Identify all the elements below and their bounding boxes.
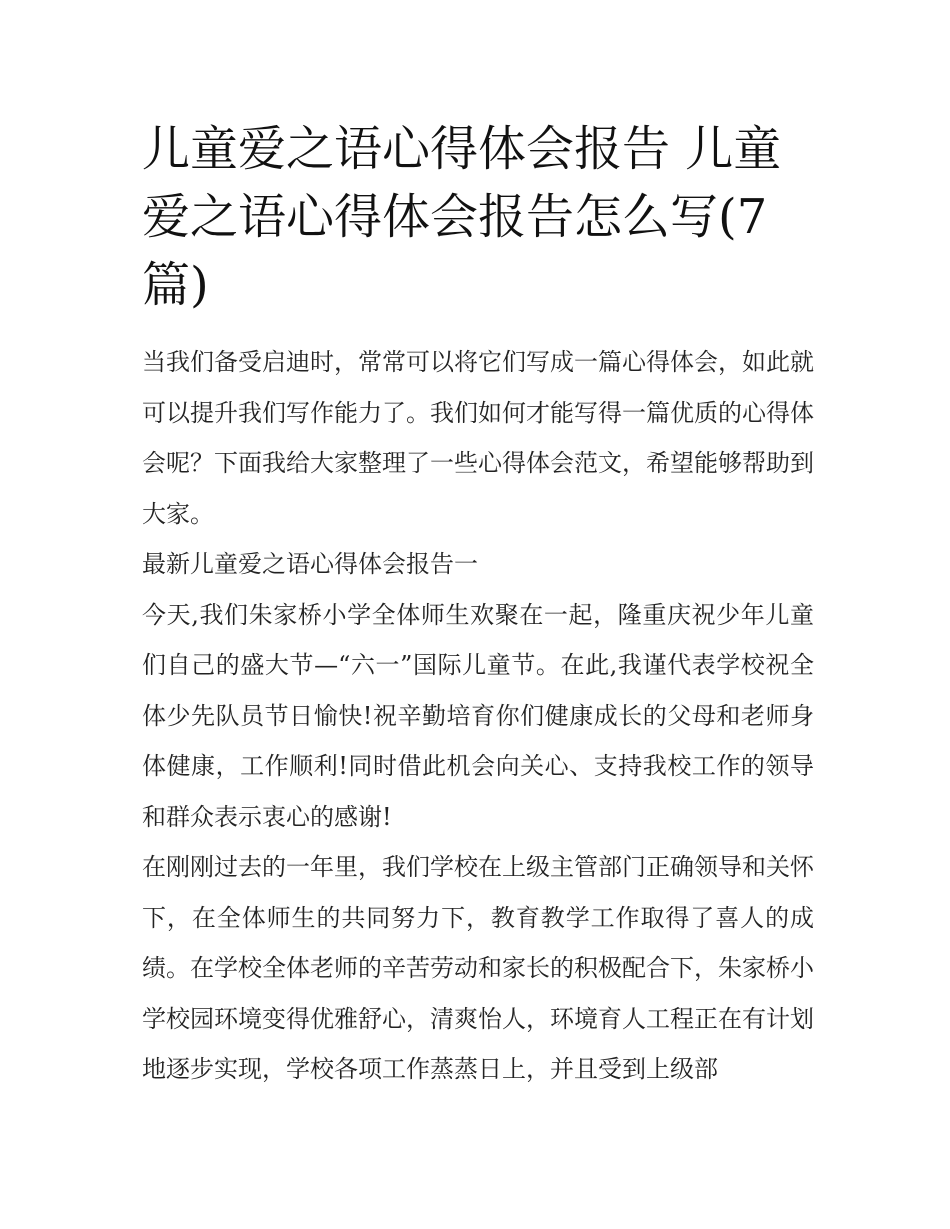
document-body bbox=[142, 337, 814, 1095]
body-paragraph: 在刚刚过去的一年里，我们学校在上级主管部门正确领导和关怀下，在全体师生的共同努力下，教育教学工作取得了喜人的成绩。在学校全体老师的辛苦劳动和家长的积极配合下，朱家桥小学校园环境变得优雅舒心，清爽怡人，环境育人工程正在有计划地逐步实现，学校各项工作蒸蒸日上，并且受到上级部 bbox=[142, 853, 814, 1083]
intro-paragraph: 当我们备受启迪时，常常可以将它们写成一篇心得体会，如此就可以提升我们写作能力了。我们如何才能写得一篇优质的心得体会呢？下面我给大家整理了一些心得体会范文，希望能够帮助到大家。 bbox=[142, 348, 814, 528]
document-title: 儿童爱之语心得体会报告 儿童爱之语心得体会报告怎么写(7篇) bbox=[142, 121, 782, 313]
document-page bbox=[142, 115, 814, 1095]
section-heading: 最新儿童爱之语心得体会报告一 bbox=[142, 550, 478, 578]
body-paragraph: 今天,我们朱家桥小学全体师生欢聚在一起，隆重庆祝少年儿童们自己的盛大节—“六一”国际儿童节。在此,我谨代表学校祝全体少先队员节日愉快!祝辛勤培育你们健康成长的父母和老师身体健康，工作顺利!同时借此机会向关心、支持我校工作的领导和群众表示衷心的感谢! bbox=[142, 600, 814, 831]
